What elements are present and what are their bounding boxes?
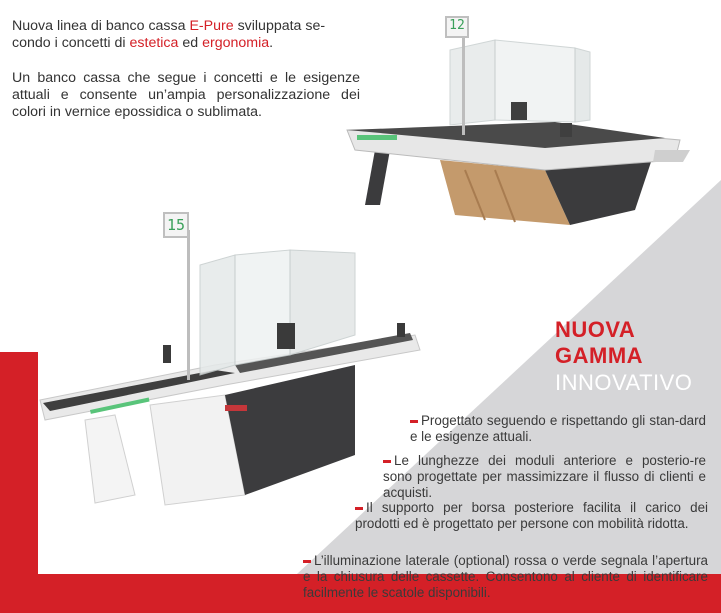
bullet-2: Le lunghezze dei moduli anteriore e posterio-re sono progettate per massimizzare il flusso di clienti e acquisti.	[383, 453, 706, 500]
heading-line-2: GAMMA	[555, 343, 644, 368]
bullet-dash-icon	[303, 560, 311, 563]
bullet-4: L’illuminazione laterale (optional) rossa o verde segnala l’apertura e la chiusura delle cassette. Consentono al cliente di identificare facilmente le scatole disponibili.	[303, 553, 708, 600]
intro-paragraph-1: Nuova linea di banco cassa E-Pure sviluppata se- condo i concetti di estetica ed ergonomia.	[12, 18, 326, 51]
bullet-1: Progettato seguendo e rispettando gli stan-dard e le esigenze attuali.	[410, 413, 706, 444]
bullet-dash-icon	[410, 420, 418, 423]
lane-number-sign-bottom: 15	[163, 212, 189, 238]
heading-line-1: NUOVA	[555, 317, 636, 342]
bullet-3: Il supporto per borsa posteriore facilita il carico dei prodotti ed è progettato per persone con mobilità ridotta.	[355, 500, 708, 531]
checkout-counter-bottom-image	[35, 205, 425, 525]
bullet-dash-icon	[355, 507, 363, 510]
bullet-dash-icon	[383, 460, 391, 463]
heading-line-3: INNOVATIVO	[555, 370, 693, 395]
intro-paragraph-2: Un banco cassa che segue i concetti e le esigenze attuali e consente un’ampia personalizzazione dei colori in vernice epossidica o sublimata.	[12, 70, 360, 120]
checkout-counter-top-image	[335, 10, 695, 235]
lane-number-sign-top: 12	[445, 16, 469, 38]
